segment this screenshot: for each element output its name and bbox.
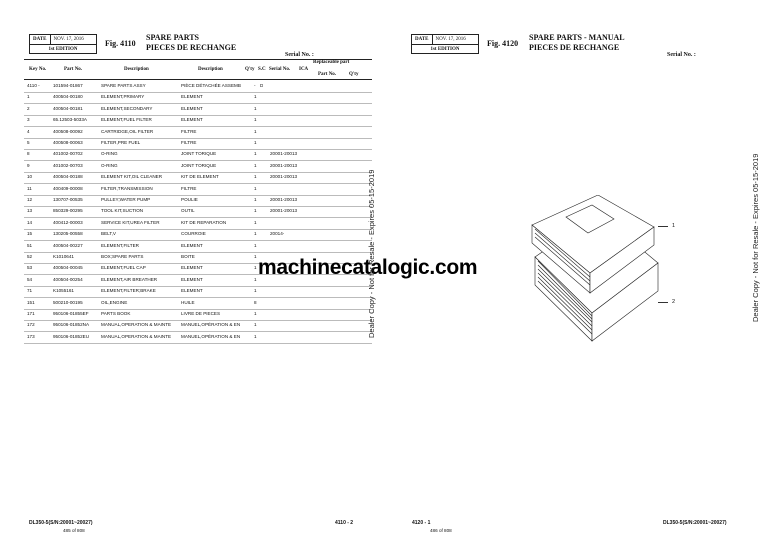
callout-1: 1 (672, 223, 676, 229)
cell-desc-en: FILTER,TRANSMISSION (101, 185, 153, 191)
cell-part-no: 400508-00063 (53, 140, 83, 145)
cell-desc-fr: ELEMENT (181, 288, 203, 294)
row-divider (24, 195, 372, 196)
cell-part-no: 850329-00295 (53, 208, 83, 214)
cell-qty: 1 (254, 94, 257, 100)
left-serial-label: Serial No. : (285, 52, 314, 58)
cell-desc-en: ELEMENT,SECONDARY (101, 105, 153, 111)
right-date-value: NOV. 17, 2016 (435, 37, 466, 42)
cell-desc-fr: ELEMENT (181, 276, 203, 282)
watermark-text: machinecatalogic.com (258, 256, 478, 279)
cell-part-no: 400508-00092 (53, 128, 83, 134)
cell-part-no: 950106-01855EF (53, 311, 89, 316)
cell-desc-fr: FILTRE (181, 185, 197, 191)
cell-part-no: 400504-00180 (53, 94, 83, 100)
cell-desc-fr: PIÈCE DÉTACHÉE ASSEMB (181, 83, 241, 88)
cell-qty: 1 (254, 105, 257, 111)
cell-key-no: 173 (27, 333, 35, 339)
cell-key-no: 3 (27, 117, 30, 123)
left-date-label: DATE (30, 35, 51, 44)
cell-desc-fr: ELEMENT (181, 265, 203, 271)
cell-part-no: 401002-00702 (53, 151, 83, 157)
cell-desc-fr: FILTRE (181, 140, 197, 145)
th-desc-en: Description (124, 67, 149, 72)
th-qty: Q'ty (245, 67, 255, 72)
left-vertical-notice: Dealer Copy - Not for Resale - Expires 05-15-2019 (367, 169, 376, 338)
cell-desc-en: ELEMENT,AIR BREATHER (101, 276, 158, 282)
left-title-fr: PIECES DE RECHANGE (146, 43, 237, 52)
cell-part-no: K1055161 (53, 288, 74, 294)
cell-part-no: K1010641 (53, 254, 74, 259)
right-title (529, 33, 625, 53)
cell-desc-fr: MANUEL,OPÉRATION & EN (181, 322, 241, 328)
cell-desc-fr: JOINT TORIQUE (181, 151, 217, 157)
cell-part-no: 400504-00188 (53, 174, 83, 180)
cell-desc-fr: LIVRE DE PIECES (181, 311, 221, 316)
th-part-no: Part No. (64, 67, 83, 72)
cell-desc-en: ELEMENT KIT,OIL CLEANER (101, 174, 163, 180)
row-divider (24, 92, 372, 93)
cell-desc-en: PARTS BOOK (101, 311, 131, 316)
cell-serial-no: 20014- (270, 231, 285, 237)
row-divider (24, 103, 372, 104)
cell-key-no: 54 (27, 276, 33, 282)
callout-2-leader (658, 302, 668, 303)
row-divider (24, 286, 372, 287)
cell-qty: 1 (254, 254, 257, 259)
left-title-en: SPARE PARTS (146, 33, 199, 42)
cell-key-no: 51 (27, 242, 33, 248)
cell-qty: 1 (254, 185, 257, 191)
cell-qty: - (254, 83, 256, 88)
cell-qty: 1 (254, 265, 257, 271)
cell-serial-no: 20001-20013 (270, 151, 298, 157)
cell-desc-fr: HUILE (181, 299, 195, 305)
cell-desc-fr: BOITE (181, 254, 195, 259)
row-divider (24, 172, 372, 173)
cell-key-no: 13 (27, 208, 33, 214)
row-divider (24, 320, 372, 321)
cell-key-no: 52 (27, 254, 33, 259)
row-divider (24, 252, 372, 253)
cell-part-no: 65.12503-5033A (53, 117, 87, 123)
right-fig-label: Fig. 4120 (487, 39, 519, 48)
cell-desc-en: O-RING (101, 162, 118, 168)
cell-qty: 1 (254, 128, 257, 134)
left-model: DL350-5(S/N:20001~20027) (29, 520, 93, 526)
cell-desc-en: SERVICE KIT,UREA FILTER (101, 219, 160, 225)
cell-desc-fr: POULIE (181, 197, 198, 202)
cell-desc-fr: ELEMENT (181, 105, 203, 111)
cell-qty: 1 (254, 117, 257, 123)
row-divider (24, 206, 372, 207)
cell-serial-no: 20001-20013 (270, 197, 298, 202)
right-title-fr: PIECES DE RECHANGE (529, 43, 620, 52)
cell-part-no: 400412-00003 (53, 219, 83, 225)
cell-part-no: 400504-00181 (53, 105, 83, 111)
row-divider (24, 309, 372, 310)
cell-part-no: 400504-00254 (53, 276, 83, 282)
cell-qty: 1 (254, 333, 257, 339)
cell-qty: 1 (254, 151, 257, 157)
row-divider (24, 297, 372, 298)
right-page-no: 4120 - 1 (412, 520, 431, 526)
cell-desc-en: SPARE PARTS ASSY (101, 83, 146, 88)
cell-serial-no: 20001-20013 (270, 208, 298, 214)
callout-2: 2 (672, 299, 676, 305)
cell-desc-en: MANUAL,OPERATION & MAINTE (101, 322, 172, 328)
right-page-count: 486 of 808 (430, 528, 452, 533)
cell-desc-en: TOOL KIT,SUCTION (101, 208, 144, 214)
cell-qty: 1 (254, 208, 257, 214)
cell-key-no: 9 (27, 162, 30, 168)
cell-key-no: 171 (27, 311, 35, 316)
row-divider (24, 343, 372, 344)
cell-part-no: 101594-01867 (53, 83, 83, 88)
cell-desc-en: CARTRIDGE,OIL FILTER (101, 128, 154, 134)
cell-key-no: 14 (27, 219, 33, 225)
th-rp-part-no: Part No. (318, 72, 337, 77)
cell-key-no: 11 (27, 185, 32, 191)
cell-qty: 1 (254, 242, 257, 248)
cell-part-no: 500210-00195 (53, 299, 83, 305)
left-edition: 1st EDITION (48, 46, 78, 52)
row-divider (24, 149, 372, 150)
cell-desc-en: FILTER,PRE FUEL (101, 140, 141, 145)
cell-part-no: 400504-00227 (53, 242, 83, 248)
th-serial-no: Serial No. (269, 67, 291, 72)
cell-qty: 1 (254, 276, 257, 282)
right-date-box (411, 34, 479, 54)
right-edition: 1st EDITION (430, 46, 460, 52)
cell-serial-no: 20001-20013 (270, 162, 298, 168)
cell-desc-en: PULLEY;WATER PUMP (101, 197, 151, 202)
right-serial-label: Serial No. : (667, 52, 696, 58)
cell-desc-fr: COURROIE (181, 231, 206, 237)
parts-table-body (0, 0, 380, 350)
callout-1-leader (658, 226, 668, 227)
left-date-value: NOV. 17, 2016 (53, 37, 84, 42)
cell-desc-fr: ELEMENT (181, 94, 203, 100)
th-ica: ICA (299, 67, 309, 72)
cell-desc-en: OIL,ENGINE (101, 299, 128, 305)
cell-desc-fr: ELEMENT (181, 117, 203, 123)
cell-key-no: 4 (27, 128, 30, 134)
cell-qty: 1 (254, 162, 257, 168)
cell-desc-en: MANUAL,OPERATION & MAINTE (101, 333, 172, 339)
cell-desc-fr: KIT DE REPARATION (181, 219, 227, 225)
cell-desc-fr: MANUEL,OPÉRATION & EN (181, 333, 241, 339)
th-sc: S.C (258, 67, 266, 72)
cell-key-no: 71 (27, 288, 33, 294)
row-divider (24, 331, 372, 332)
cell-part-no: 400504-00045 (53, 265, 83, 271)
th-desc-fr: Description (198, 67, 223, 72)
row-divider (24, 126, 372, 127)
cell-desc-fr: FILTRE (181, 128, 197, 134)
cell-desc-en: O-RING (101, 151, 118, 157)
cell-qty: 1 (254, 288, 257, 294)
row-divider (24, 160, 372, 161)
cell-key-no: 172 (27, 322, 35, 328)
row-divider (24, 217, 372, 218)
cell-qty: 1 (254, 197, 257, 202)
right-title-en: SPARE PARTS - MANUAL (529, 33, 625, 42)
cell-key-no: 4110 - (27, 83, 40, 88)
cell-qty: 1 (254, 174, 257, 180)
cell-desc-fr: OUTIL (181, 208, 195, 214)
cell-part-no: 950106-01852NA (53, 322, 90, 328)
row-divider (24, 183, 372, 184)
cell-qty: 1 (254, 219, 257, 225)
cell-desc-fr: ELEMENT (181, 242, 203, 248)
cell-part-no: 400409-00008 (53, 185, 83, 191)
cell-key-no: 8 (27, 151, 30, 157)
cell-qty: 1 (254, 140, 257, 145)
cell-serial-no: 20001-20013 (270, 174, 298, 180)
cell-sc: D (260, 83, 264, 88)
left-fig-label: Fig. 4110 (105, 39, 136, 48)
cell-desc-fr: JOINT TORIQUE (181, 162, 217, 168)
cell-key-no: 2 (27, 105, 30, 111)
cell-desc-en: ELEMENT,PRIMARY (101, 94, 145, 100)
th-rp-qty: Q'ty (349, 72, 359, 77)
cell-qty: 8 (254, 299, 257, 305)
cell-key-no: 151 (27, 299, 35, 305)
right-vertical-notice: Dealer Copy - Not for Resale - Expires 05-15-2019 (751, 153, 760, 322)
th-replaceable-part: Replaceable part (313, 60, 350, 65)
cell-part-no: 130707-00535 (53, 197, 83, 202)
cell-key-no: 53 (27, 265, 33, 271)
th-key-no: Key No. (29, 67, 47, 72)
cell-key-no: 15 (27, 231, 33, 237)
cell-desc-en: BELT,V (101, 231, 116, 237)
left-page-count: 485 of 808 (63, 528, 85, 533)
cell-key-no: 5 (27, 140, 30, 145)
cell-key-no: 1 (27, 94, 30, 100)
left-page-no: 4110 - 2 (335, 520, 354, 526)
cell-part-no: 950106-01852EU (53, 333, 90, 339)
row-divider (24, 240, 372, 241)
cell-qty: 1 (254, 311, 257, 316)
cell-desc-en: ELEMENT,FILTER (101, 242, 139, 248)
cell-part-no: 130205-00558 (53, 231, 83, 237)
cell-desc-en: BOX;SPARE PARTS (101, 254, 144, 259)
cell-desc-en: ELEMENT,FUEL FILTER (101, 117, 152, 123)
cell-desc-en: ELEMENT,FILTER;BRAKE (101, 288, 156, 294)
right-date-label: DATE (412, 35, 433, 44)
row-divider (24, 115, 372, 116)
cell-part-no: 401002-00703 (53, 162, 83, 168)
cell-key-no: 12 (27, 197, 33, 202)
manual-books-illustration (530, 195, 660, 345)
row-divider (24, 138, 372, 139)
right-model: DL350-5(S/N:20001~20027) (663, 520, 727, 526)
cell-desc-fr: KIT DE ELEMENT (181, 174, 219, 180)
cell-qty: 1 (254, 231, 257, 237)
row-divider (24, 229, 372, 230)
cell-key-no: 10 (27, 174, 33, 180)
cell-qty: 1 (254, 322, 257, 328)
cell-desc-en: ELEMENT,FUEL CAP (101, 265, 146, 271)
